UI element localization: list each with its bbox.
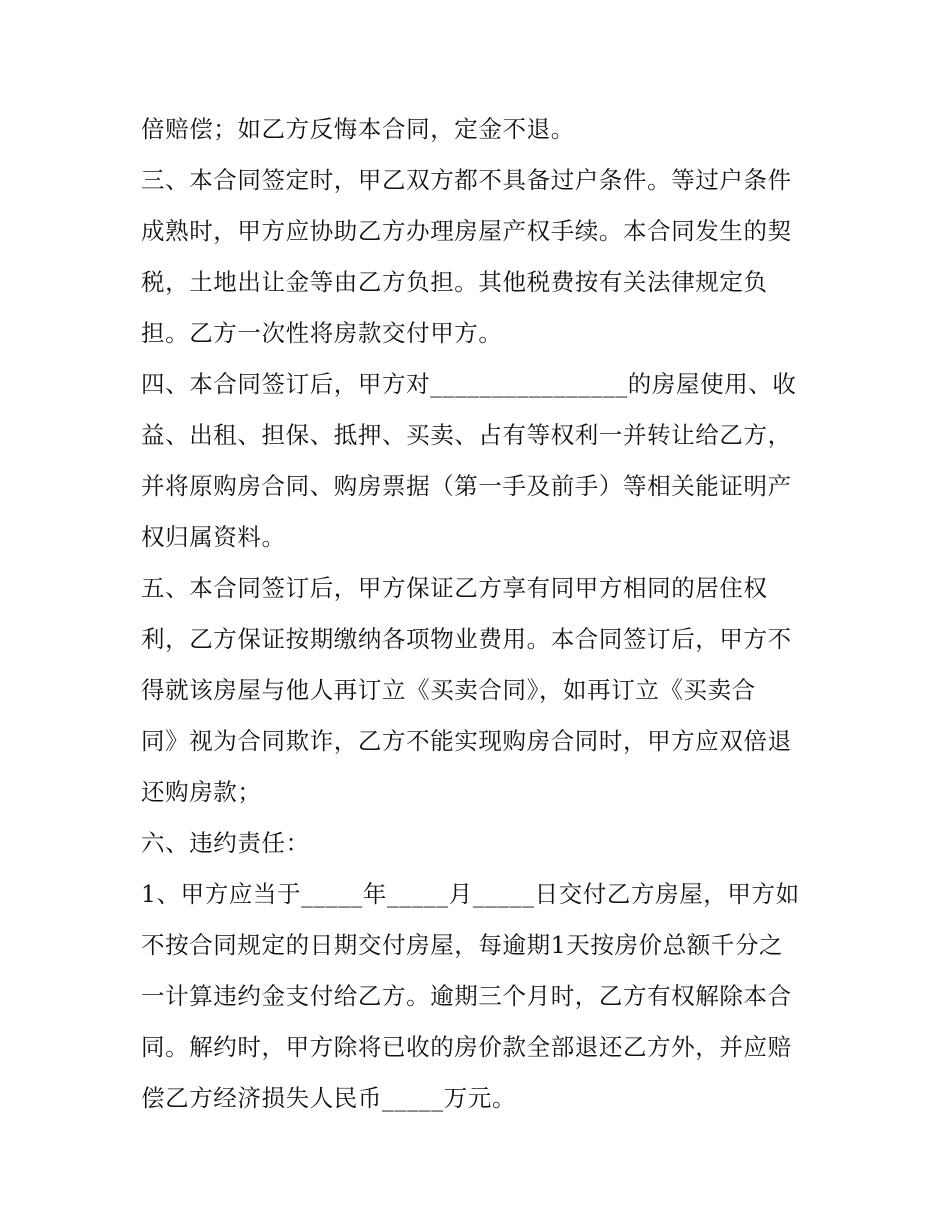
text-line: 税，土地出让金等由乙方负担。其他税费按有关法律规定负 <box>141 268 768 296</box>
text-line: 三、本合同签定时，甲乙双方都不具备过户条件。等过户条件 <box>141 166 792 194</box>
text-line: 利，乙方保证按期缴纳各项物业费用。本合同签订后，甲方不 <box>141 625 792 653</box>
text-line: 六、违约责任： <box>141 829 310 857</box>
text-line: 偿乙方经济损失人民币_____万元。 <box>141 1084 517 1112</box>
text-line: 成熟时，甲方应协助乙方办理房屋产权手续。本合同发生的契 <box>141 217 792 245</box>
text-line: 担。乙方一次性将房款交付甲方。 <box>141 319 503 347</box>
text-line: 同》视为合同欺诈，乙方不能实现购房合同时，甲方应双倍退 <box>141 727 792 755</box>
text-line: 1、甲方应当于_____年_____月_____日交付乙方房屋，甲方如 <box>141 880 800 908</box>
text-line: 还购房款； <box>141 778 262 806</box>
text-line: 四、本合同签订后，甲方对________________的房屋使用、收 <box>141 370 797 398</box>
text-line: 一计算违约金支付给乙方。逾期三个月时，乙方有权解除本合 <box>141 982 792 1010</box>
text-line: 权归属资料。 <box>141 523 286 551</box>
text-line: 并将原购房合同、购房票据（第一手及前手）等相关能证明产 <box>141 472 792 500</box>
text-line: 益、出租、担保、抵押、买卖、占有等权利一并转让给乙方， <box>141 421 792 449</box>
text-line: 不按合同规定的日期交付房屋，每逾期1天按房价总额千分之 <box>141 931 784 959</box>
text-line: 得就该房屋与他人再订立《买卖合同》，如再订立《买卖合 <box>141 676 756 704</box>
text-line: 倍赔偿；如乙方反悔本合同，定金不退。 <box>141 115 575 143</box>
text-line: 五、本合同签订后，甲方保证乙方享有同甲方相同的居住权 <box>141 574 768 602</box>
text-line: 同。解约时，甲方除将已收的房价款全部退还乙方外，并应赔 <box>141 1033 792 1061</box>
